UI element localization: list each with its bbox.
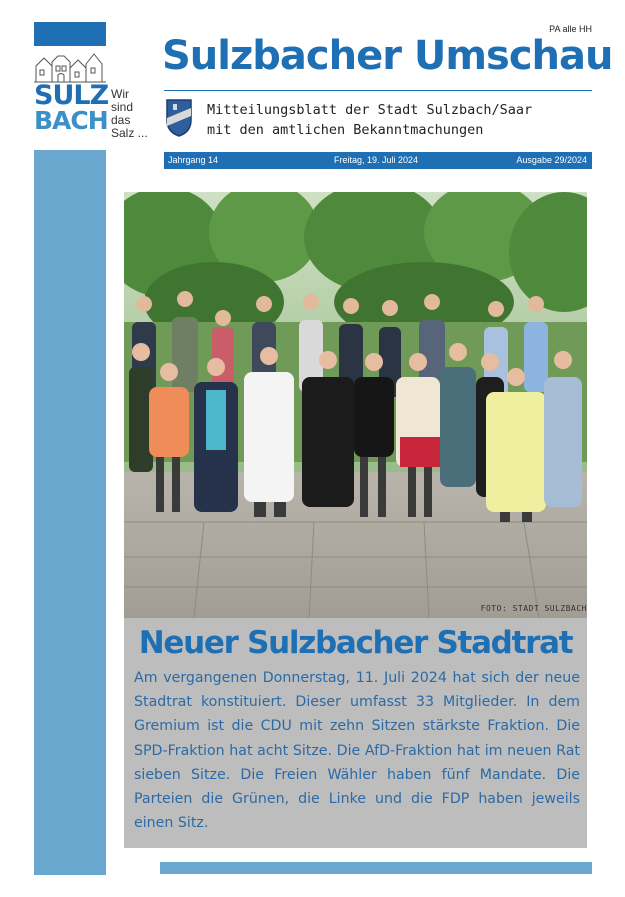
lead-story — [124, 618, 587, 848]
subtitle — [207, 100, 532, 140]
story-body: Am vergangenen Donnerstag, 11. Juli 2024 hat sich der neue Stadtrat konstituiert. Dieser umfasst 33 Mitglieder. In dem Gremium ist die CDU mit zehn Sitzen stärkste Fraktion. Die SPD-Fraktion hat acht Sitze. Die AfD-Fraktion hat im neuen Rat sieben Sitze. Die Freien Wähler haben fünf Mandate. Die Parteien die Grünen, die Linke und die FDP haben jeweils einen Sitz. — [134, 670, 580, 832]
logo-slogan: Wir sind das Salz ... — [111, 87, 148, 140]
group-photo — [124, 192, 587, 618]
issue-year: Jahrgang 14 — [168, 155, 219, 165]
subtitle-line-1: Mitteilungsblatt der Stadt Sulzbach/Saar — [207, 102, 533, 118]
issue-date: Freitag, 19. Juli 2024 — [334, 155, 419, 165]
issue-info-bar — [164, 152, 592, 169]
subtitle-line-2: mit den amtlichen Bekanntmachungen — [207, 122, 484, 138]
castle-drawing-icon — [34, 46, 106, 84]
bottom-decor-bar — [160, 862, 592, 874]
logo-word-sulz: SULZ — [34, 80, 109, 111]
logo-word-bach: BACH — [34, 106, 108, 135]
title-rule — [164, 90, 592, 91]
story-headline: Neuer Sulzbacher Stadtrat — [138, 625, 573, 661]
issue-number: Ausgabe 29/2024 — [516, 155, 587, 165]
photo-credit: FOTO: STADT SULZBACH — [480, 604, 587, 613]
distribution-note: PA alle HH — [549, 24, 592, 34]
newspaper-title: Sulzbacher Umschau — [162, 33, 613, 79]
left-decor-bar — [34, 150, 106, 875]
city-logo — [34, 22, 149, 142]
coat-of-arms-icon — [165, 98, 193, 138]
